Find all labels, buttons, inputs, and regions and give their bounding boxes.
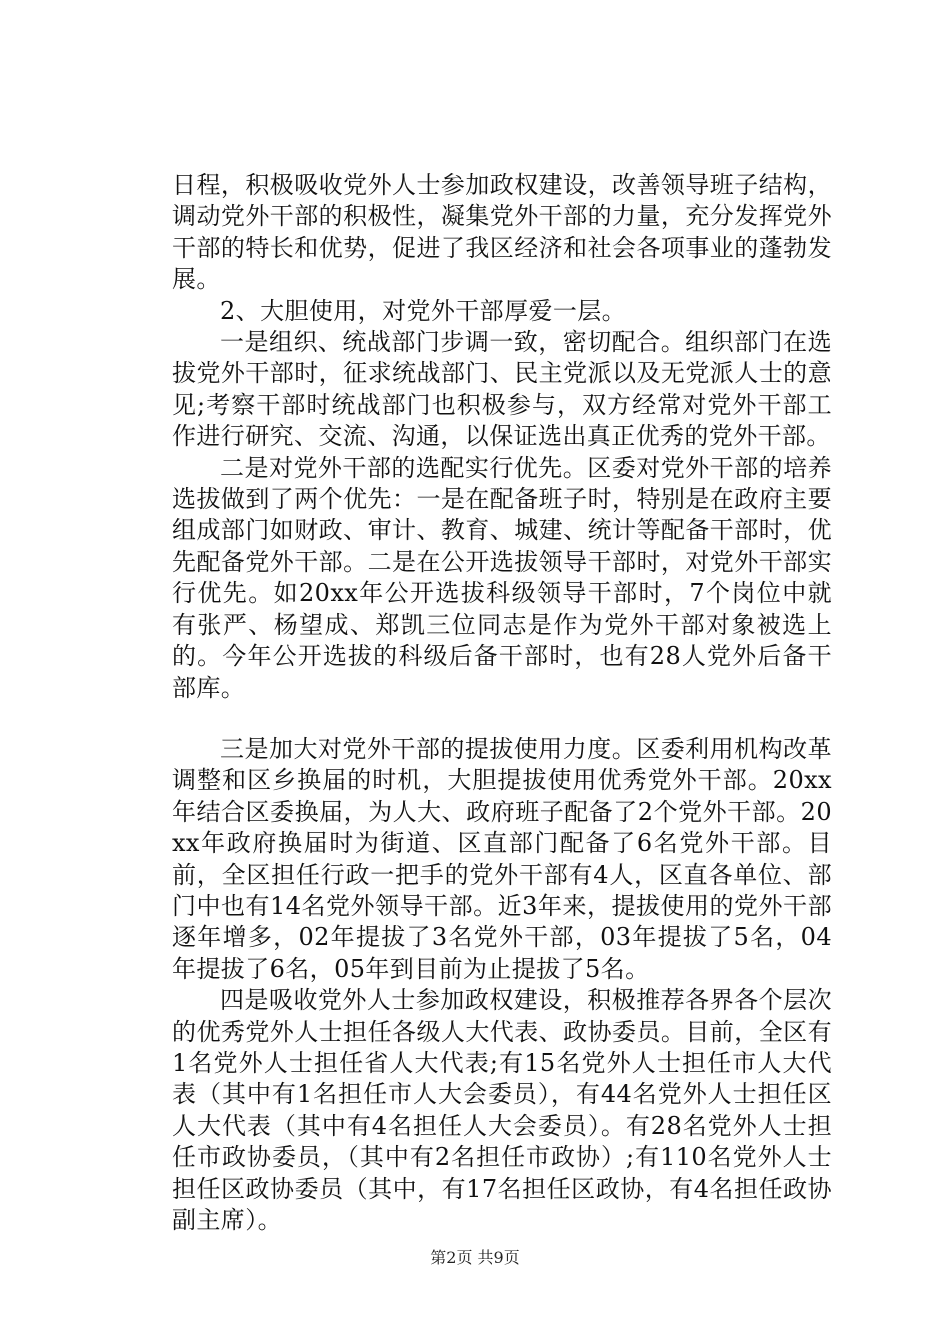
paragraph-2-heading: 2、大胆使用，对党外干部厚爱一层。 (220, 296, 627, 325)
paragraph-1: 日程，积极吸收党外人士参加政权建设，改善领导班子结构，调动党外干部的积极性，凝集党外干部的力量，充分发挥党外干部的特长和优势，促进了我区经济和社会各项事业的蓬勃发展。 (172, 171, 832, 294)
paragraph-gap (172, 704, 832, 734)
paragraph-3: 一是组织、统战部门步调一致，密切配合。组织部门在选拔党外干部时，征求统战部门、民主党派以及无党派人士的意见;考察干部时统战部门也积极参与，双方经常对党外干部工作进行研究、交流、沟通，以保证选出真正优秀的党外干部。 (172, 328, 832, 451)
document-body (172, 170, 832, 1236)
paragraph-4: 二是对党外干部的选配实行优先。区委对党外干部的培养选拔做到了两个优先：一是在配备班子时，特别是在政府主要组成部门如财政、审计、教育、城建、统计等配备干部时，优先配备党外干部。二是在公开选拔领导干部时，对党外干部实行优先。如20xx年公开选拔科级领导干部时，7个岗位中就有张严、杨望成、郑凯三位同志是作为党外干部对象被选上的。今年公开选拔的科级后备干部时，也有28人党外后备干部库。 (172, 453, 832, 702)
paragraph-5: 三是加大对党外干部的提拔使用力度。区委利用机构改革调整和区乡换届的时机，大胆提拔使用优秀党外干部。20xx年结合区委换届，为人大、政府班子配备了2个党外干部。20xx年政府换届时为街道、区直部门配备了6名党外干部。目前，全区担任行政一把手的党外干部有4人，区直各单位、部门中也有14名党外领导干部。近3年来，提拔使用的党外干部逐年增多，02年提拔了3名党外干部，03年提拔了5名，04年提拔了6名，05年到目前为止提拔了5名。 (172, 734, 832, 983)
paragraph-6: 四是吸收党外人士参加政权建设，积极推荐各界各个层次的优秀党外人士担任各级人大代表、政协委员。目前，全区有1名党外人士担任省人大代表;有15名党外人士担任市人大代表（其中有1名担任市人大会委员），有44名党外人士担任区人大代表（其中有4名担任人大会委员）。有28名党外人士担任市政协委员，（其中有2名担任市政协）;有110名党外人士担任区政协委员（其中，有17名担任区政协，有4名担任政协副主席）。 (172, 986, 832, 1234)
page-footer: 第2页 共9页 (430, 1248, 520, 1267)
